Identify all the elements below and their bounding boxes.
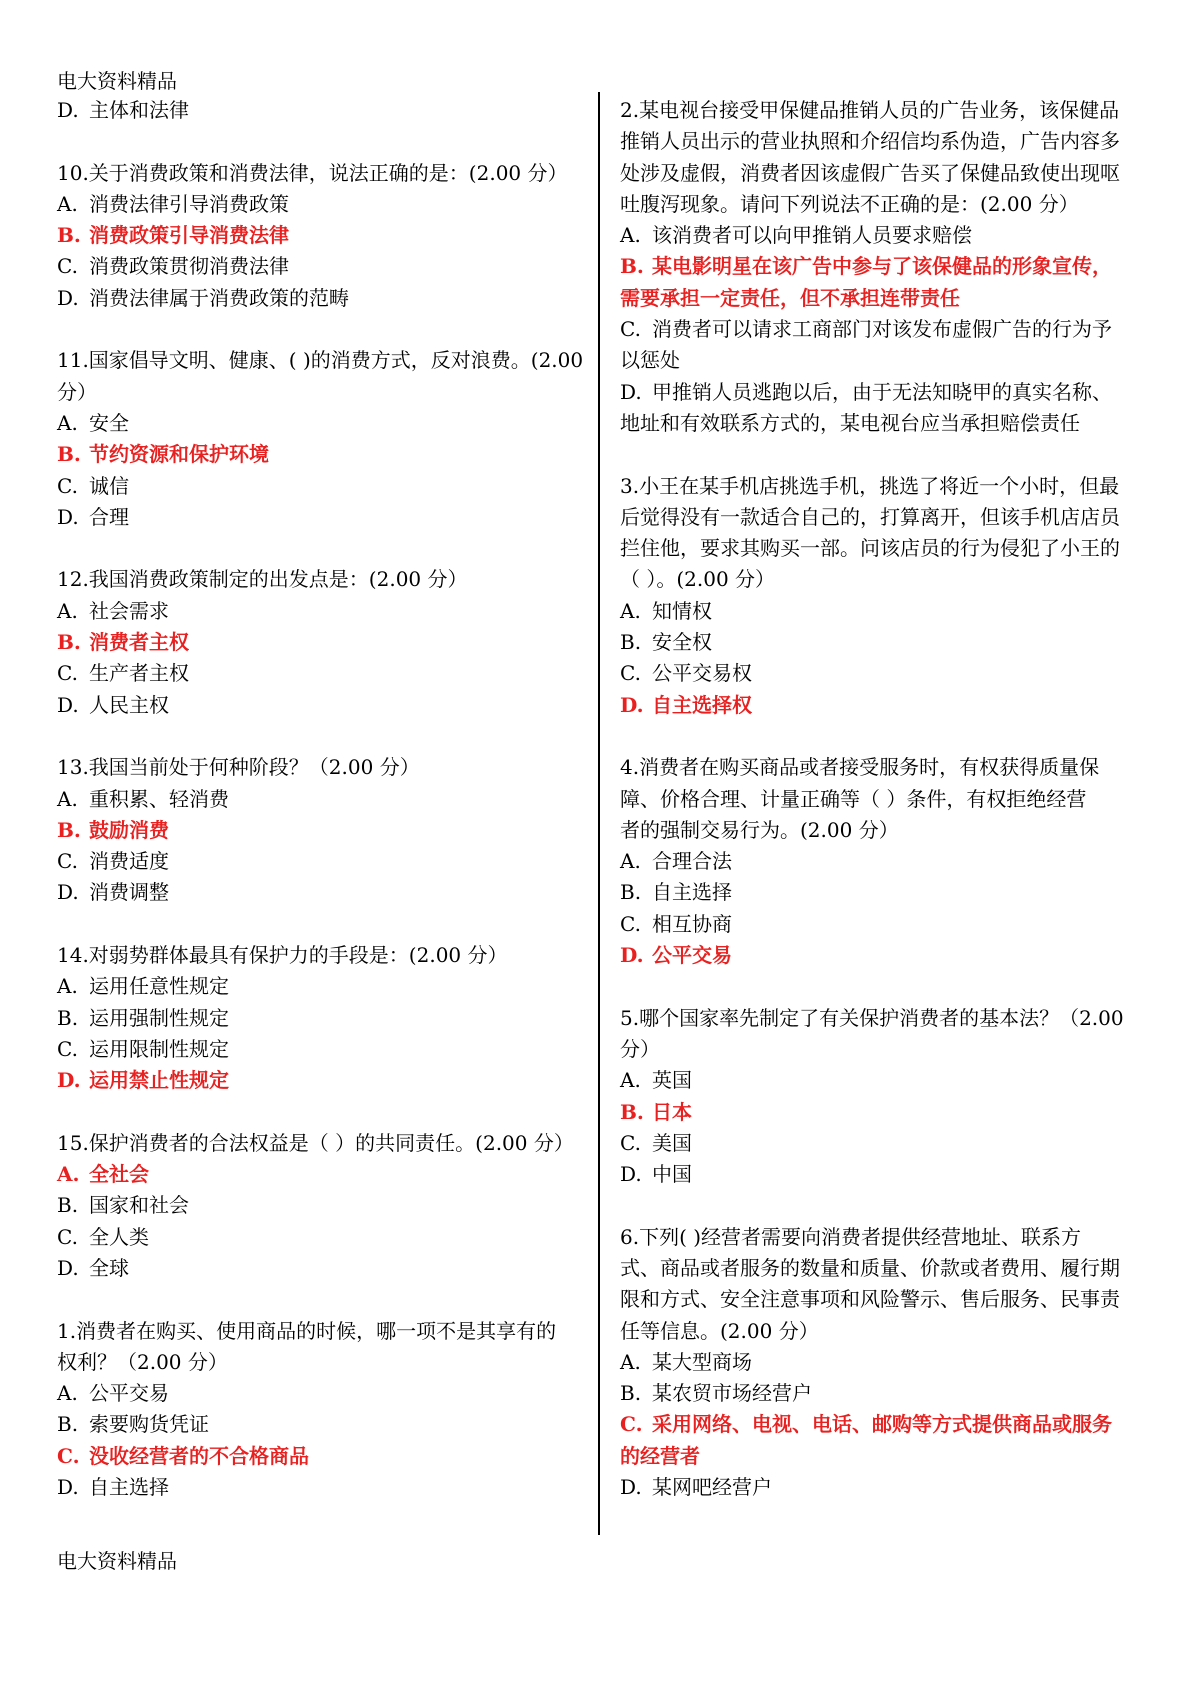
option [620, 220, 1140, 251]
option [620, 909, 1140, 940]
question-text: 任等信息。(2.00 分） [620, 1318, 819, 1343]
blank-line [57, 1284, 582, 1315]
option [57, 408, 582, 439]
option-letter: D. [620, 943, 644, 968]
question-block [620, 1003, 1140, 1191]
option-text: 知情权 [652, 598, 712, 623]
option-letter: B. [57, 1193, 79, 1218]
option-text-continued: 地址和有效联系方式的，某电视台应当承担赔偿责任 [620, 410, 1080, 435]
option [620, 1472, 1140, 1503]
option [620, 1128, 1140, 1159]
option-text: 人民主权 [89, 692, 169, 717]
question-text: 13.我国当前处于何种阶段？（2.00 分） [57, 755, 420, 780]
question-text: 分） [57, 379, 97, 404]
option-letter: B. [620, 254, 644, 279]
option-letter: A. [620, 849, 641, 874]
option [57, 877, 582, 908]
page-footer: 电大资料精品 [57, 1549, 177, 1573]
option-text: 全球 [89, 1255, 129, 1280]
question-text: 处涉及虚假，消费者因该虚假广告买了保健品致使出现呕 [620, 160, 1120, 185]
option-letter: A. [620, 1349, 641, 1374]
option-letter: D. [620, 379, 642, 404]
option-letter: C. [57, 1443, 80, 1468]
option [620, 877, 1140, 908]
correct-option [57, 815, 582, 846]
option [57, 251, 582, 282]
question-text: 14.对弱势群体最具有保护力的手段是：(2.00 分） [57, 943, 508, 968]
question-block [620, 471, 1140, 721]
question-text: 11.国家倡导文明、健康、( )的消费方式，反对浪费。(2.00 [57, 348, 584, 373]
option-letter: C. [620, 911, 641, 936]
option-letter: D. [620, 692, 644, 717]
question-text: 权利？（2.00 分） [57, 1349, 228, 1374]
option-text-continued: 需要承担一定责任，但不承担连带责任 [620, 285, 960, 310]
option-letter: D. [57, 1475, 79, 1500]
question-block [620, 1222, 1140, 1504]
option [620, 596, 1140, 627]
option-letter: C. [620, 1412, 643, 1437]
option [620, 314, 1140, 345]
option-text: 公平交易权 [652, 661, 752, 686]
question-text: 1.消费者在购买、使用商品的时候，哪一项不是其享有的 [57, 1318, 557, 1343]
option-text: 该消费者可以向甲推销人员要求赔偿 [652, 223, 972, 248]
question-text: 限和方式、安全注意事项和风险警示、售后服务、民事责 [620, 1287, 1120, 1312]
column-divider [598, 92, 600, 1535]
question-text: 分） [620, 1036, 660, 1061]
option-text: 日本 [652, 1099, 692, 1124]
option-letter: C. [57, 254, 78, 279]
option [57, 502, 582, 533]
option-letter: D. [57, 98, 79, 122]
option-letter: C. [57, 1224, 78, 1249]
option-text: 社会需求 [89, 598, 169, 623]
option [57, 471, 582, 502]
option [57, 784, 582, 815]
option-text: 消费适度 [89, 849, 169, 874]
option-letter: B. [57, 630, 81, 655]
option-letter: C. [57, 473, 78, 498]
option-letter: D. [57, 1255, 79, 1280]
option-text: 采用网络、电视、电话、邮购等方式提供商品或服务 [652, 1412, 1112, 1437]
option-letter: B. [57, 442, 81, 467]
option-letter: B. [620, 880, 642, 905]
option-letter: A. [620, 1068, 641, 1093]
option-text: 消费法律属于消费政策的范畴 [89, 285, 349, 310]
question-block [57, 158, 582, 314]
option-text: 运用强制性规定 [89, 1005, 229, 1030]
option-letter: A. [57, 191, 78, 216]
option-text: 合理合法 [652, 849, 732, 874]
blank-line [57, 126, 582, 157]
option [620, 1159, 1140, 1190]
option [57, 971, 582, 1002]
option-letter: A. [57, 1381, 78, 1406]
option-text: 节约资源和保护环境 [89, 442, 269, 467]
option-text-continued: 的经营者 [620, 1443, 700, 1468]
option-text: 全人类 [89, 1224, 149, 1249]
option-text: 消费政策贯彻消费法律 [89, 254, 289, 279]
option-text: 运用任意性规定 [89, 974, 229, 999]
correct-option [57, 1065, 582, 1096]
question-block [57, 752, 582, 908]
option-text: 重积累、轻消费 [89, 786, 229, 811]
option-text: 运用禁止性规定 [89, 1068, 229, 1093]
option-text: 主体和法律 [89, 98, 189, 122]
question-text: 4.消费者在购买商品或者接受服务时，有权获得质量保 [620, 755, 1100, 780]
option-letter: B. [57, 817, 81, 842]
option-letter: A. [57, 410, 78, 435]
option-letter: D. [57, 285, 79, 310]
correct-option [57, 439, 582, 470]
option [57, 283, 582, 314]
option-text: 美国 [652, 1130, 692, 1155]
question-block [620, 752, 1140, 971]
question-text: 后觉得没有一款适合自己的，打算离开，但该手机店店员 [620, 504, 1120, 529]
correct-option [620, 1409, 1140, 1440]
question-block [57, 345, 582, 533]
blank-line [620, 721, 1140, 752]
option [620, 846, 1140, 877]
option-text: 消费政策引导消费法律 [89, 223, 289, 248]
option [57, 1034, 582, 1065]
option-text: 国家和社会 [89, 1193, 189, 1218]
option-text: 索要购货凭证 [89, 1412, 209, 1437]
question-block [57, 1316, 582, 1504]
question-text: 者的强制交易行为。(2.00 分） [620, 817, 899, 842]
option-text-continued: 以惩处 [620, 348, 680, 373]
option-text: 自主选择 [89, 1475, 169, 1500]
question-block [57, 940, 582, 1096]
correct-option [620, 251, 1140, 282]
correct-option [620, 690, 1140, 721]
right-column [620, 95, 1140, 1503]
option-text: 中国 [652, 1162, 692, 1187]
blank-line [620, 439, 1140, 470]
option [57, 189, 582, 220]
left-column [57, 95, 582, 1503]
question-block [57, 564, 582, 720]
question-text: 6.下列( )经营者需要向消费者提供经营地址、联系方 [620, 1224, 1082, 1249]
question-block [620, 95, 1140, 439]
option-letter: A. [620, 598, 641, 623]
option [57, 658, 582, 689]
question-block [57, 95, 582, 126]
option-text: 某电影明星在该广告中参与了该保健品的形象宣传， [652, 254, 1112, 279]
question-text: 障、价格合理、计量正确等（ ）条件，有权拒绝经营 [620, 786, 1087, 811]
option [620, 1378, 1140, 1409]
correct-option [57, 627, 582, 658]
question-text: 15.保护消费者的合法权益是（ ）的共同责任。(2.00 分） [57, 1130, 574, 1155]
option-text: 安全权 [652, 630, 712, 655]
option-text: 消费调整 [89, 880, 169, 905]
option-text: 消费者可以请求工商部门对该发布虚假广告的行为予 [652, 317, 1112, 342]
correct-option [620, 1097, 1140, 1128]
question-text: 3.小王在某手机店挑选手机，挑选了将近一个小时，但最 [620, 473, 1120, 498]
option-text: 甲推销人员逃跑以后，由于无法知晓甲的真实名称、 [652, 379, 1112, 404]
option-text: 安全 [89, 410, 129, 435]
option-letter: A. [57, 786, 78, 811]
blank-line [57, 721, 582, 752]
correct-option [620, 940, 1140, 971]
option [57, 690, 582, 721]
option-letter: C. [620, 317, 641, 342]
option [57, 1378, 582, 1409]
blank-line [57, 1097, 582, 1128]
option-letter: B. [620, 1381, 642, 1406]
question-text: 推销人员出示的营业执照和介绍信均系伪造，广告内容多 [620, 129, 1120, 154]
option-text: 英国 [652, 1068, 692, 1093]
option-text: 全社会 [89, 1162, 149, 1187]
option [57, 1409, 582, 1440]
option [620, 658, 1140, 689]
option-text: 自主选择 [652, 880, 732, 905]
option-letter: D. [57, 1068, 81, 1093]
option-text: 某农贸市场经营户 [652, 1381, 812, 1406]
option-letter: A. [57, 1162, 80, 1187]
option-letter: C. [57, 849, 78, 874]
option-text: 某大型商场 [652, 1349, 752, 1374]
question-text: （ ）。(2.00 分） [620, 567, 776, 592]
option [57, 846, 582, 877]
option [57, 1190, 582, 1221]
option-text: 诚信 [89, 473, 129, 498]
option [57, 1253, 582, 1284]
option-text: 鼓励消费 [89, 817, 169, 842]
option-letter: A. [620, 223, 641, 248]
option-letter: C. [620, 661, 641, 686]
option-text: 运用限制性规定 [89, 1036, 229, 1061]
option-letter: D. [57, 504, 79, 529]
correct-option [57, 1159, 582, 1190]
question-text: 拦住他，要求其购买一部。问该店员的行为侵犯了小王的 [620, 536, 1120, 561]
option-letter: B. [57, 223, 81, 248]
option-text: 某网吧经营户 [652, 1475, 772, 1500]
option-text: 消费法律引导消费政策 [89, 191, 289, 216]
option-text: 相互协商 [652, 911, 732, 936]
option-letter: B. [57, 1005, 79, 1030]
blank-line [57, 533, 582, 564]
option-text: 公平交易 [652, 943, 732, 968]
option-letter: A. [57, 974, 78, 999]
page-header: 电大资料精品 [57, 69, 177, 93]
option-letter: D. [620, 1162, 642, 1187]
blank-line [620, 1190, 1140, 1221]
option-text: 消费者主权 [89, 630, 189, 655]
option-text: 生产者主权 [89, 661, 189, 686]
option [620, 377, 1140, 408]
option [57, 1222, 582, 1253]
option-letter: D. [57, 692, 79, 717]
blank-line [620, 971, 1140, 1002]
blank-line [57, 909, 582, 940]
option-letter: B. [620, 630, 642, 655]
question-text: 吐腹泻现象。请问下列说法不正确的是：(2.00 分） [620, 191, 1079, 216]
option [620, 1347, 1140, 1378]
question-text: 2.某电视台接受甲保健品推销人员的广告业务，该保健品 [620, 98, 1120, 122]
option-letter: C. [57, 1036, 78, 1061]
correct-option [57, 1441, 582, 1472]
option-text: 没收经营者的不合格商品 [89, 1443, 309, 1468]
question-text: 5.哪个国家率先制定了有关保护消费者的基本法？（2.00 [620, 1005, 1124, 1030]
option-letter: B. [620, 1099, 644, 1124]
option-text: 合理 [89, 504, 129, 529]
question-text: 10.关于消费政策和消费法律，说法正确的是：(2.00 分） [57, 160, 568, 185]
option [620, 627, 1140, 658]
option [57, 1003, 582, 1034]
option-letter: C. [57, 661, 78, 686]
option [620, 1065, 1140, 1096]
option-letter: D. [57, 880, 79, 905]
question-text: 12.我国消费政策制定的出发点是：(2.00 分） [57, 567, 468, 592]
option [57, 1472, 582, 1503]
option [57, 95, 582, 126]
question-text: 式、商品或者服务的数量和质量、价款或者费用、履行期 [620, 1255, 1120, 1280]
option-text: 公平交易 [89, 1381, 169, 1406]
option [57, 596, 582, 627]
option-letter: C. [620, 1130, 641, 1155]
option-text: 自主选择权 [652, 692, 752, 717]
option-letter: B. [57, 1412, 79, 1437]
correct-option [57, 220, 582, 251]
question-block [57, 1128, 582, 1284]
option-letter: A. [57, 598, 78, 623]
blank-line [57, 314, 582, 345]
option-letter: D. [620, 1475, 642, 1500]
